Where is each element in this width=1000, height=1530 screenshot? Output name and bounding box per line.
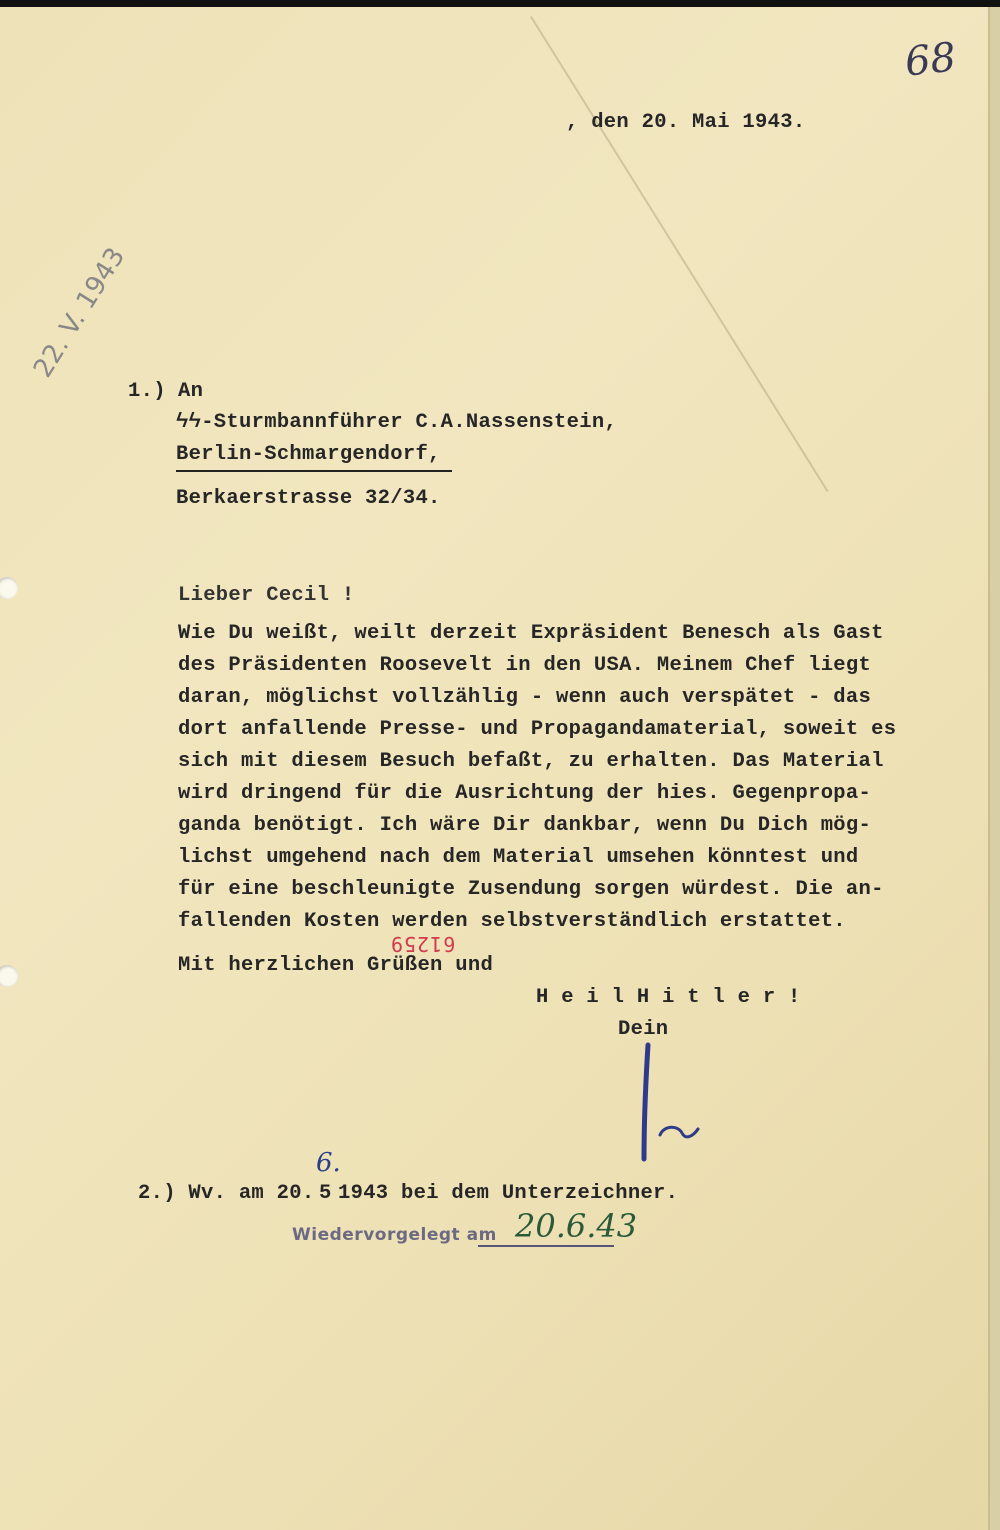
recipient-prefix: An [178, 380, 204, 403]
punch-hole [0, 577, 18, 599]
punch-hole [0, 965, 18, 987]
item-2-suffix: 1943 bei dem Unterzeichner. [338, 1182, 679, 1205]
resubmission-stamp-label: Wiedervorgelegt am [292, 1225, 497, 1245]
signature [620, 1037, 710, 1167]
closing-line: Mit herzlichen Grüßen und [178, 954, 494, 977]
body-line: dort anfallende Presse- und Propagandamaterial, soweit es [178, 718, 897, 741]
date-line: , den 20. Mai 1943. [566, 111, 806, 134]
recipient-name: ϟϟ-Sturmbannführer C.A.Nassenstein, [176, 411, 618, 434]
letter-page [0, 7, 990, 1530]
red-registry-stamp: 61259 [390, 932, 456, 956]
item-2-month-correction: 6. [316, 1148, 341, 1178]
stamp-underline [478, 1245, 614, 1247]
city-underline [176, 470, 452, 472]
body-line: ganda benötigt. Ich wäre Dir dankbar, wenn Du Dich mög- [178, 814, 872, 837]
resubmission-date: 20.6.43 [515, 1207, 638, 1245]
archive-number: 68 [902, 34, 959, 86]
heil-line: H e i l H i t l e r ! [536, 986, 801, 1009]
item-number-1: 1.) [128, 380, 166, 403]
body-line: Wie Du weißt, weilt derzeit Expräsident Benesch als Gast [178, 622, 884, 645]
scan-top-border [0, 0, 1000, 7]
item-2-month-typed: 5 [319, 1182, 332, 1205]
body-line: fallenden Kosten werden selbstverständlich erstattet. [178, 910, 846, 933]
body-line: für eine beschleunigte Zusendung sorgen würdest. Die an- [178, 878, 884, 901]
body-line: des Präsidenten Roosevelt in den USA. Meinem Chef liegt [178, 654, 872, 677]
pencil-received-date: 22. V. 1943 [28, 242, 132, 383]
body-line: lichst umgehend nach dem Material umsehen könntest und [178, 846, 859, 869]
body-line: daran, möglichst vollzählig - wenn auch verspätet - das [178, 686, 872, 709]
recipient-street: Berkaerstrasse 32/34. [176, 487, 441, 510]
salutation: Lieber Cecil ! [178, 584, 355, 607]
body-line: sich mit diesem Besuch befaßt, zu erhalten. Das Material [178, 750, 884, 773]
dein-line: Dein [618, 1018, 669, 1041]
recipient-city: Berlin-Schmargendorf, [176, 443, 441, 466]
item-2-prefix: 2.) Wv. am 20. [138, 1182, 315, 1205]
body-line: wird dringend für die Ausrichtung der hies. Gegenpropa- [178, 782, 872, 805]
